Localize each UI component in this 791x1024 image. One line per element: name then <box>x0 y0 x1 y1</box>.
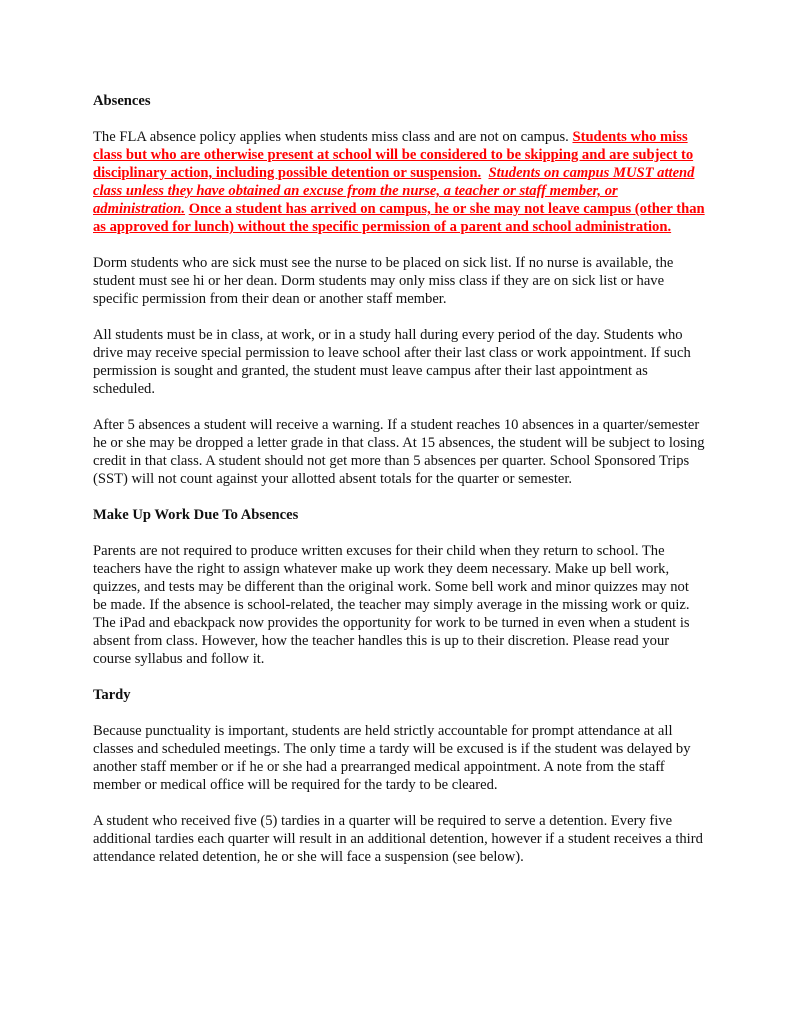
paragraph-make-up-work: Parents are not required to produce written excuses for their child when they return to school. The teachers have the right to assign whatever make up work they deem necessary. Make up bell work, quizzes, and tests may be different than the original work. Some bell work and minor quizzes may not be made. If the absence is school-related, the teacher may simply average in the missing work or quiz. The iPad and ebackpack now provides the opportunity for work to be turned in even when a student is absent from class. However, how the teacher handles this is up to their discretion. Please read your course syllabus and follow it. <box>93 543 690 667</box>
leave-campus-text: Once a student has arrived on campus, he or she may not leave campus (other than as approved for lunch) without the specific permission of a parent and school administration. <box>93 201 705 235</box>
paragraph-absence-limits: After 5 absences a student will receive a warning. If a student reaches 10 absences in a quarter/semester he or she may be dropped a letter grade in that class. At 15 absences, the student will be subject to losing credit in that class. A student should not get more than 5 absences per quarter. School Sponsored Trips (SST) will not count against your allotted absent totals for the quarter or semester. <box>93 417 705 487</box>
paragraph-punctuality: Because punctuality is important, students are held strictly accountable for prompt attendance at all classes and scheduled meetings. The only time a tardy will be excused is if the student was delayed by another staff member or if he or she had a prearranged medical appointment. A note from the staff member or medical office will be required for the tardy to be cleared. <box>93 723 691 793</box>
policy-intro-text: The FLA absence policy applies when students miss class and are not on campus. <box>93 129 573 145</box>
paragraph-study-hall: All students must be in class, at work, or in a study hall during every period of the day. Students who drive may receive special permission to leave school after their last class or work appointment. If such permission is sought and granted, the student must leave campus after their last appointment as scheduled. <box>93 327 691 397</box>
paragraph-absence-policy <box>93 128 705 236</box>
paragraph-tardy-detention: A student who received five (5) tardies in a quarter will be required to serve a detention. Every five additional tardies each quarter will result in an additional detention, however if a student receives a third attendance related detention, he or she will face a suspension (see below). <box>93 813 703 865</box>
heading-tardy: Tardy <box>93 687 131 703</box>
heading-absences: Absences <box>93 93 151 109</box>
paragraph-dorm-students: Dorm students who are sick must see the nurse to be placed on sick list. If no nurse is available, the student must see hi or her dean. Dorm students may only miss class if they are on sick list or have specific permission from their dean or another staff member. <box>93 255 674 307</box>
document-body <box>93 92 705 884</box>
skipping-warning-text: Students who miss class but who are otherwise present at school will be considered to be skipping and are subject to disciplinary action, including possible detention or suspension. <box>93 129 694 181</box>
heading-make-up-work: Make Up Work Due To Absences <box>93 507 299 523</box>
must-attend-text: Students on campus MUST attend class unless they have obtained an excuse from the nurse, a teacher or staff member, or administration. <box>93 165 695 217</box>
